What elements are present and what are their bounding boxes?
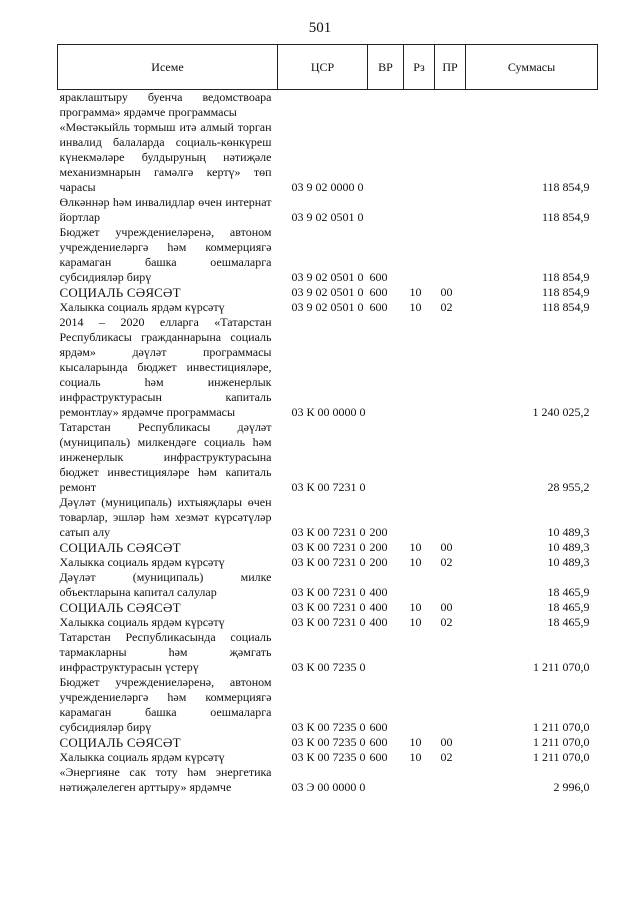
row-rz	[404, 630, 435, 675]
table-row	[58, 90, 598, 121]
row-vr: 200	[369, 555, 388, 569]
row-rz	[404, 675, 435, 735]
row-sum: 1 240 025,2	[532, 405, 590, 419]
row-csr: 03 К 00 7235 0	[291, 750, 366, 764]
row-name: Халыкка социаль ярдәм күрсәтү	[59, 555, 225, 569]
row-name: Татарстан Республикасы дәүләт (муниципаль) милкендәге социаль һәм инженерлык инфраструктурасына бюджет инвестицияләре һәм капиталь ремонт	[59, 420, 272, 494]
row-pr: 02	[440, 750, 453, 764]
header-csr: ЦСР	[278, 45, 368, 90]
row-vr: 200	[369, 540, 388, 554]
row-vr	[368, 630, 404, 675]
table-row	[58, 570, 598, 600]
row-rz: 10	[409, 750, 422, 764]
row-sum: 1 211 070,0	[532, 720, 590, 734]
row-csr: 03 К 00 7231 0	[291, 615, 366, 629]
row-rz	[404, 315, 435, 420]
table-row	[58, 555, 598, 570]
row-csr: 03 9 02 0501 0	[291, 270, 364, 284]
row-sum: 118 854,9	[541, 300, 590, 314]
row-name: Халыкка социаль ярдәм күрсәтү	[59, 300, 225, 314]
row-rz: 10	[409, 555, 422, 569]
row-name: Бюджет учреждениеләренә, автоном учреждениеләргә һәм коммерциягә карамаган башка оешмаларга субсидияләр бирү	[59, 675, 272, 734]
row-csr: 03 К 00 7235 0	[291, 720, 366, 734]
row-vr: 600	[369, 735, 388, 749]
row-rz: 10	[409, 285, 422, 299]
header-name: Исеме	[58, 45, 278, 90]
table-row	[58, 735, 598, 750]
page-number: 501	[308, 20, 332, 36]
row-rz: 10	[409, 540, 422, 554]
table-row	[58, 765, 598, 795]
table-row	[58, 420, 598, 495]
row-sum: 1 211 070,0	[532, 735, 590, 749]
row-csr: 03 9 02 0501 0	[291, 210, 364, 224]
table-row	[58, 300, 598, 315]
row-vr: 400	[369, 615, 388, 629]
row-name: 2014 – 2020 елларга «Татарстан Республикасы гражданнарына социаль ярдәм» дәүләт программасы кысаларында бюджет инвестицияләре, социаль һәм инженерлык инфраструктурасын капиталь ремонтлау» ярдәмче программасы	[59, 315, 272, 419]
header-vr: ВР	[368, 45, 404, 90]
row-name: СОЦИАЛЬ СӘЯСӘТ	[59, 285, 181, 300]
row-rz: 10	[409, 600, 422, 614]
row-name: «Энергияне сак тоту һәм энергетика нәтиҗәлелеген арттыру» ярдәмче	[59, 765, 272, 794]
row-pr	[435, 120, 466, 195]
table-row	[58, 285, 598, 300]
row-vr: 600	[369, 270, 388, 284]
row-name: СОЦИАЛЬ СӘЯСӘТ	[59, 600, 181, 615]
row-rz	[404, 195, 435, 225]
row-pr	[435, 630, 466, 675]
row-vr: 200	[369, 525, 388, 539]
row-sum: 18 465,9	[547, 600, 590, 614]
row-name: Халыкка социаль ярдәм күрсәтү	[59, 615, 225, 629]
row-rz	[404, 225, 435, 285]
table-row	[58, 315, 598, 420]
row-csr: 03 К 00 7231 0	[291, 540, 366, 554]
row-rz	[404, 570, 435, 600]
row-name: Дәүләт (муниципаль) милке объектларына капитал салулар	[59, 570, 272, 599]
row-vr: 600	[369, 300, 388, 314]
row-vr	[368, 120, 404, 195]
row-csr: 03 9 02 0501 0	[291, 300, 364, 314]
row-vr: 600	[369, 750, 388, 764]
header-rz: Рз	[404, 45, 435, 90]
table-row	[58, 225, 598, 285]
table-row	[58, 600, 598, 615]
row-csr: 03 К 00 7231 0	[291, 525, 366, 539]
row-sum: 118 854,9	[541, 270, 590, 284]
row-pr: 02	[440, 300, 453, 314]
row-pr	[435, 195, 466, 225]
table-row	[58, 495, 598, 540]
row-vr	[368, 765, 404, 795]
row-pr: 02	[440, 555, 453, 569]
row-name: яраклаштыру буенча ведомствоара программа» ярдәмче программасы	[59, 90, 272, 119]
row-sum: 1 211 070,0	[532, 750, 590, 764]
row-sum	[466, 90, 598, 121]
row-csr: 03 9 02 0501 0	[291, 285, 364, 299]
row-pr	[435, 570, 466, 600]
row-sum: 1 211 070,0	[532, 660, 590, 674]
header-pr: ПР	[435, 45, 466, 90]
row-sum: 10 489,3	[547, 540, 590, 554]
row-sum: 10 489,3	[547, 555, 590, 569]
row-sum: 18 465,9	[547, 585, 590, 599]
table-row	[58, 195, 598, 225]
header-sum: Суммасы	[466, 45, 598, 90]
row-rz	[404, 495, 435, 540]
row-csr: 03 К 00 7231 0	[291, 600, 366, 614]
row-pr: 00	[440, 600, 453, 614]
row-pr: 00	[440, 735, 453, 749]
table-row	[58, 630, 598, 675]
row-vr	[368, 90, 404, 121]
row-csr: 03 К 00 0000 0	[291, 405, 366, 419]
row-name: Өлкәннәр һәм инвалидлар өчен интернат йортлар	[59, 195, 272, 224]
row-sum: 10 489,3	[547, 525, 590, 539]
row-pr: 00	[440, 540, 453, 554]
row-name: Татарстан Республикасында социаль тармакларны һәм җәмгать инфраструктурасын үстерү	[59, 630, 272, 674]
row-pr: 02	[440, 615, 453, 629]
row-rz	[404, 420, 435, 495]
row-csr: 03 К 00 7235 0	[291, 735, 366, 749]
row-rz	[404, 90, 435, 121]
row-vr	[368, 420, 404, 495]
row-vr: 600	[369, 720, 388, 734]
table-row	[58, 750, 598, 765]
row-csr: 03 К 00 7231 0	[291, 585, 366, 599]
row-pr	[435, 225, 466, 285]
row-pr	[435, 675, 466, 735]
row-sum: 28 955,2	[547, 480, 590, 494]
row-pr: 00	[440, 285, 453, 299]
table-row	[58, 120, 598, 195]
table-header-row	[58, 45, 598, 90]
row-sum: 18 465,9	[547, 615, 590, 629]
row-vr: 600	[369, 285, 388, 299]
row-pr	[435, 315, 466, 420]
row-csr: 03 Э 00 0000 0	[291, 780, 366, 794]
row-csr	[278, 90, 368, 121]
row-name: «Мөстәкыйль тормыш итә алмый торган инвалид балаларда социаль-көнкүреш күнекмәләре булдыруның нәтиҗәле механизмнарын гамәлгә кертү» төп чарасы	[59, 120, 272, 194]
row-csr: 03 К 00 7231 0	[291, 480, 366, 494]
row-rz	[404, 120, 435, 195]
row-name: Халыкка социаль ярдәм күрсәтү	[59, 750, 225, 764]
row-rz	[404, 765, 435, 795]
row-rz: 10	[409, 735, 422, 749]
table-body	[58, 90, 598, 796]
budget-table	[57, 44, 598, 795]
row-vr	[368, 315, 404, 420]
row-csr: 03 9 02 0000 0	[291, 180, 364, 194]
row-pr	[435, 420, 466, 495]
row-name: СОЦИАЛЬ СӘЯСӘТ	[59, 735, 181, 750]
row-vr: 400	[369, 600, 388, 614]
row-pr	[435, 495, 466, 540]
row-vr: 400	[369, 585, 388, 599]
row-name: СОЦИАЛЬ СӘЯСӘТ	[59, 540, 181, 555]
row-pr	[435, 90, 466, 121]
table-row	[58, 540, 598, 555]
row-rz: 10	[409, 615, 422, 629]
table-row	[58, 615, 598, 630]
row-csr: 03 К 00 7235 0	[291, 660, 366, 674]
row-pr	[435, 765, 466, 795]
row-rz: 10	[409, 300, 422, 314]
row-vr	[368, 195, 404, 225]
table-row	[58, 675, 598, 735]
row-sum: 118 854,9	[541, 180, 590, 194]
row-name: Бюджет учреждениеләренә, автоном учреждениеләргә һәм коммерциягә карамаган башка оешмаларга субсидияләр бирү	[59, 225, 272, 284]
row-csr: 03 К 00 7231 0	[291, 555, 366, 569]
row-sum: 118 854,9	[541, 210, 590, 224]
row-sum: 118 854,9	[541, 285, 590, 299]
row-name: Дәүләт (муниципаль) ихтыяҗлары өчен товарлар, эшләр һәм хезмәт күрсәтүләр сатып алу	[59, 495, 272, 539]
row-sum: 2 996,0	[553, 780, 590, 794]
